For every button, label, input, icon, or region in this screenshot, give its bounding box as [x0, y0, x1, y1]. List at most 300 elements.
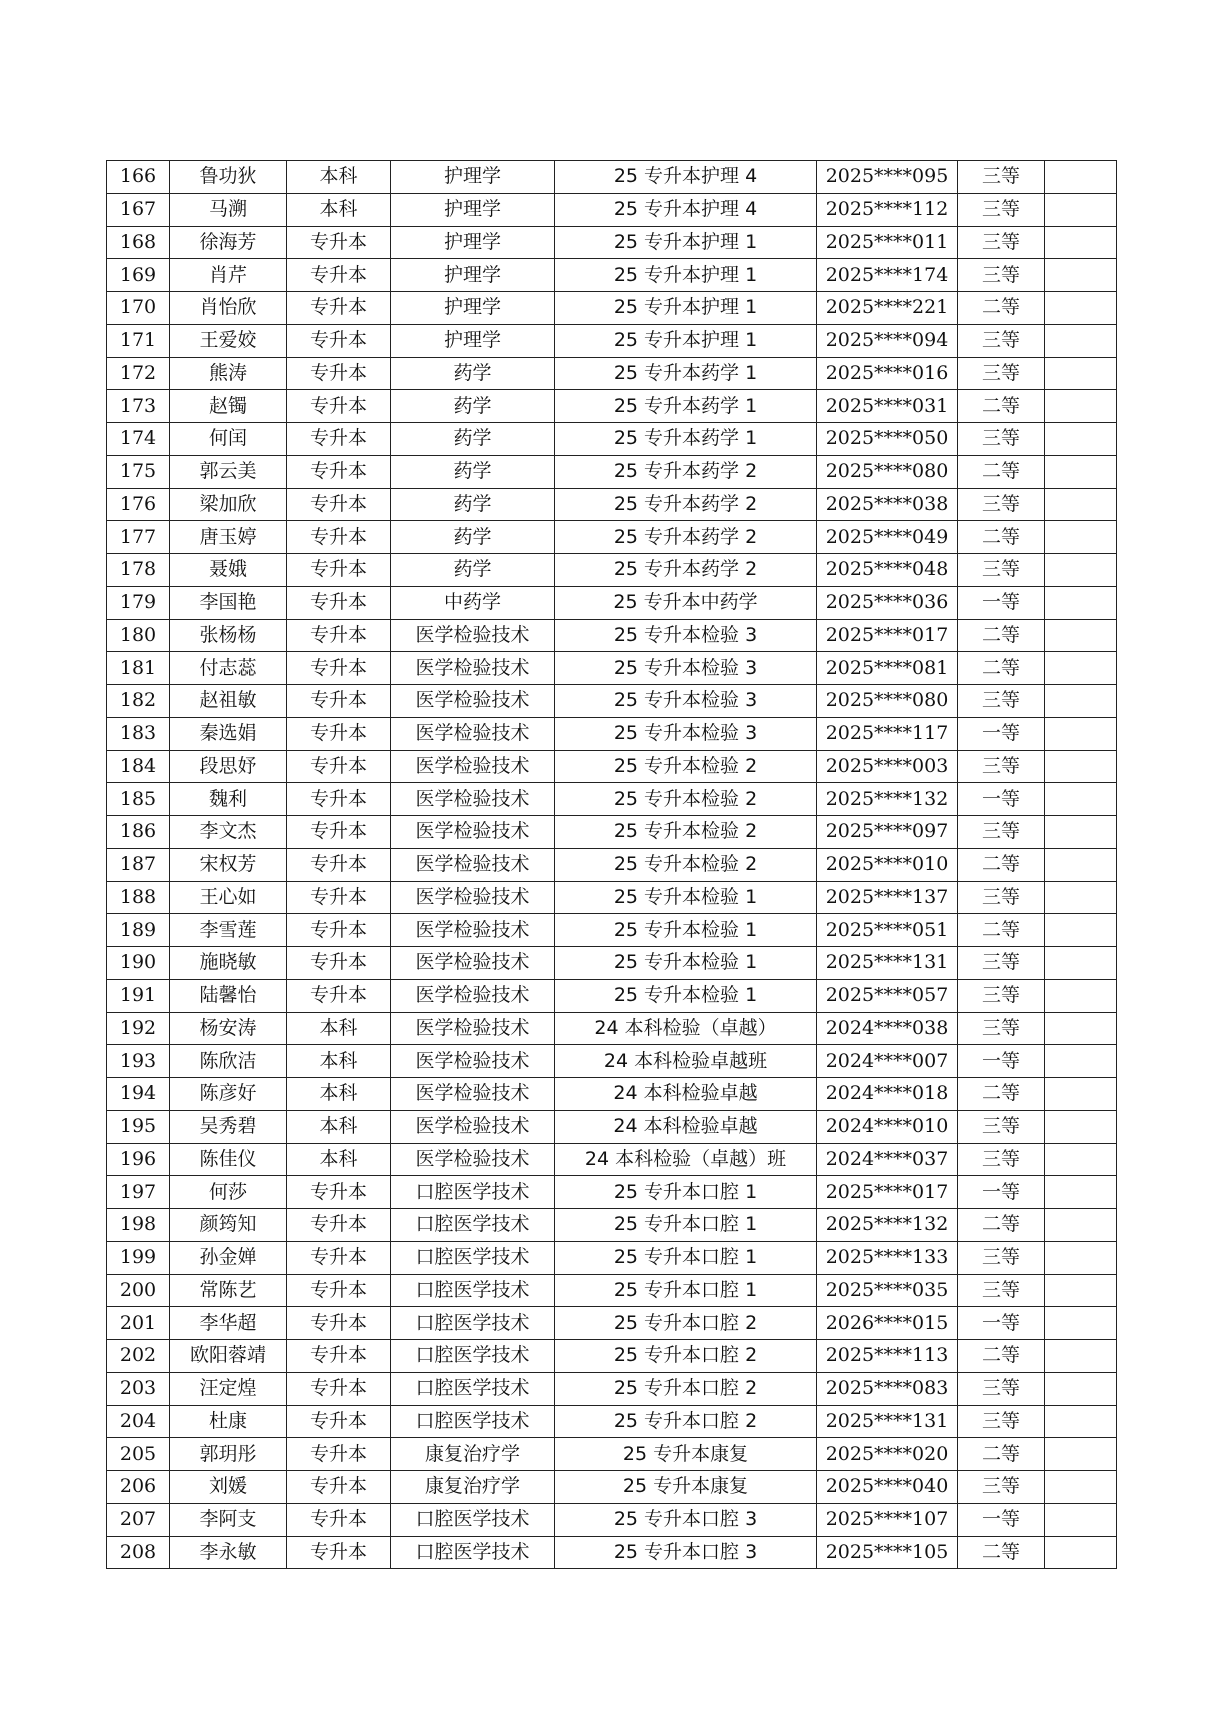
education-level-cell: 专升本: [287, 848, 391, 881]
table-row: [107, 1274, 1117, 1307]
class-name-cell: 25 专升本口腔 2: [555, 1340, 817, 1373]
remark-cell: [1045, 324, 1117, 357]
student-name-cell: 何闰: [170, 423, 287, 456]
remark-cell: [1045, 914, 1117, 947]
student-id-cell: 2025****137: [817, 881, 958, 914]
education-level-cell: 专升本: [287, 488, 391, 521]
class-name-cell: 25 专升本检验 2: [555, 783, 817, 816]
student-name-cell: 李华超: [170, 1307, 287, 1340]
class-name-cell: 25 专升本检验 2: [555, 816, 817, 849]
student-id-cell: 2025****113: [817, 1340, 958, 1373]
education-level-cell: 专升本: [287, 390, 391, 423]
student-name-cell: 陆馨怡: [170, 979, 287, 1012]
table-row: [107, 1012, 1117, 1045]
table-row: [107, 423, 1117, 456]
student-name-cell: 李雪莲: [170, 914, 287, 947]
remark-cell: [1045, 652, 1117, 685]
major-cell: 护理学: [391, 161, 555, 194]
table-row: [107, 292, 1117, 325]
major-cell: 医学检验技术: [391, 750, 555, 783]
student-id-cell: 2025****132: [817, 1209, 958, 1242]
major-cell: 药学: [391, 423, 555, 456]
class-name-cell: 25 专升本药学 2: [555, 455, 817, 488]
student-id-cell: 2025****131: [817, 947, 958, 980]
table-row: [107, 979, 1117, 1012]
education-level-cell: 专升本: [287, 521, 391, 554]
student-name-cell: 陈佳仪: [170, 1143, 287, 1176]
award-grade-cell: 二等: [958, 848, 1045, 881]
class-name-cell: 25 专升本口腔 1: [555, 1274, 817, 1307]
student-id-cell: 2025****050: [817, 423, 958, 456]
education-level-cell: 专升本: [287, 1372, 391, 1405]
row-number-cell: 207: [107, 1503, 170, 1536]
major-cell: 药学: [391, 357, 555, 390]
award-grade-cell: 三等: [958, 161, 1045, 194]
major-cell: 医学检验技术: [391, 1012, 555, 1045]
student-name-cell: 刘媛: [170, 1471, 287, 1504]
remark-cell: [1045, 1372, 1117, 1405]
row-number-cell: 181: [107, 652, 170, 685]
class-name-cell: 25 专升本检验 3: [555, 717, 817, 750]
award-grade-cell: 二等: [958, 914, 1045, 947]
student-id-cell: 2025****080: [817, 685, 958, 718]
award-grade-cell: 三等: [958, 1471, 1045, 1504]
class-name-cell: 24 本科检验卓越: [555, 1078, 817, 1111]
row-number-cell: 204: [107, 1405, 170, 1438]
education-level-cell: 专升本: [287, 1274, 391, 1307]
education-level-cell: 专升本: [287, 259, 391, 292]
remark-cell: [1045, 488, 1117, 521]
class-name-cell: 25 专升本检验 2: [555, 750, 817, 783]
major-cell: 医学检验技术: [391, 783, 555, 816]
row-number-cell: 208: [107, 1536, 170, 1569]
student-name-cell: 熊涛: [170, 357, 287, 390]
student-id-cell: 2025****051: [817, 914, 958, 947]
table-row: [107, 1241, 1117, 1274]
row-number-cell: 199: [107, 1241, 170, 1274]
row-number-cell: 179: [107, 586, 170, 619]
education-level-cell: 专升本: [287, 652, 391, 685]
row-number-cell: 190: [107, 947, 170, 980]
education-level-cell: 专升本: [287, 554, 391, 587]
education-level-cell: 专升本: [287, 881, 391, 914]
remark-cell: [1045, 1405, 1117, 1438]
table-row: [107, 259, 1117, 292]
class-name-cell: 25 专升本检验 1: [555, 914, 817, 947]
table-row: [107, 455, 1117, 488]
award-grade-cell: 三等: [958, 1372, 1045, 1405]
class-name-cell: 25 专升本药学 2: [555, 521, 817, 554]
row-number-cell: 205: [107, 1438, 170, 1471]
education-level-cell: 本科: [287, 1143, 391, 1176]
award-grade-cell: 三等: [958, 1241, 1045, 1274]
student-name-cell: 李阿支: [170, 1503, 287, 1536]
award-grade-cell: 二等: [958, 1078, 1045, 1111]
student-id-cell: 2025****221: [817, 292, 958, 325]
major-cell: 医学检验技术: [391, 685, 555, 718]
remark-cell: [1045, 357, 1117, 390]
class-name-cell: 25 专升本检验 1: [555, 947, 817, 980]
student-name-cell: 李永敏: [170, 1536, 287, 1569]
student-name-cell: 魏利: [170, 783, 287, 816]
remark-cell: [1045, 1209, 1117, 1242]
remark-cell: [1045, 1110, 1117, 1143]
row-number-cell: 203: [107, 1372, 170, 1405]
student-id-cell: 2025****097: [817, 816, 958, 849]
major-cell: 医学检验技术: [391, 1143, 555, 1176]
student-id-cell: 2024****007: [817, 1045, 958, 1078]
table-row: [107, 1307, 1117, 1340]
major-cell: 口腔医学技术: [391, 1340, 555, 1373]
remark-cell: [1045, 1045, 1117, 1078]
table-row: [107, 652, 1117, 685]
remark-cell: [1045, 1241, 1117, 1274]
student-name-cell: 王爱姣: [170, 324, 287, 357]
table-row: [107, 750, 1117, 783]
class-name-cell: 25 专升本口腔 2: [555, 1307, 817, 1340]
student-id-cell: 2025****081: [817, 652, 958, 685]
remark-cell: [1045, 1307, 1117, 1340]
education-level-cell: 专升本: [287, 685, 391, 718]
remark-cell: [1045, 1471, 1117, 1504]
education-level-cell: 专升本: [287, 292, 391, 325]
remark-cell: [1045, 586, 1117, 619]
student-name-cell: 徐海芳: [170, 226, 287, 259]
row-number-cell: 187: [107, 848, 170, 881]
award-grade-cell: 三等: [958, 1405, 1045, 1438]
class-name-cell: 24 本科检验卓越: [555, 1110, 817, 1143]
student-name-cell: 陈彦好: [170, 1078, 287, 1111]
student-name-cell: 颜筠知: [170, 1209, 287, 1242]
row-number-cell: 202: [107, 1340, 170, 1373]
remark-cell: [1045, 193, 1117, 226]
student-name-cell: 鲁功狄: [170, 161, 287, 194]
student-id-cell: 2025****049: [817, 521, 958, 554]
table-row: [107, 1438, 1117, 1471]
class-name-cell: 25 专升本检验 3: [555, 685, 817, 718]
award-grade-cell: 二等: [958, 455, 1045, 488]
education-level-cell: 专升本: [287, 914, 391, 947]
class-name-cell: 25 专升本口腔 1: [555, 1241, 817, 1274]
table-row: [107, 357, 1117, 390]
class-name-cell: 25 专升本药学 2: [555, 554, 817, 587]
education-level-cell: 本科: [287, 161, 391, 194]
row-number-cell: 192: [107, 1012, 170, 1045]
education-level-cell: 专升本: [287, 1209, 391, 1242]
student-name-cell: 汪定煌: [170, 1372, 287, 1405]
table-row: [107, 717, 1117, 750]
table-row: [107, 586, 1117, 619]
remark-cell: [1045, 750, 1117, 783]
class-name-cell: 25 专升本护理 1: [555, 226, 817, 259]
student-id-cell: 2025****040: [817, 1471, 958, 1504]
student-name-cell: 张杨杨: [170, 619, 287, 652]
award-grade-cell: 一等: [958, 783, 1045, 816]
major-cell: 口腔医学技术: [391, 1209, 555, 1242]
student-id-cell: 2025****112: [817, 193, 958, 226]
table-row: [107, 193, 1117, 226]
remark-cell: [1045, 685, 1117, 718]
table-row: [107, 1176, 1117, 1209]
row-number-cell: 197: [107, 1176, 170, 1209]
row-number-cell: 174: [107, 423, 170, 456]
award-grade-cell: 三等: [958, 423, 1045, 456]
remark-cell: [1045, 292, 1117, 325]
award-grade-cell: 二等: [958, 292, 1045, 325]
award-grade-cell: 三等: [958, 226, 1045, 259]
row-number-cell: 198: [107, 1209, 170, 1242]
class-name-cell: 25 专升本护理 1: [555, 292, 817, 325]
row-number-cell: 171: [107, 324, 170, 357]
student-id-cell: 2025****017: [817, 619, 958, 652]
award-grade-cell: 二等: [958, 1340, 1045, 1373]
student-name-cell: 杜康: [170, 1405, 287, 1438]
table-row: [107, 881, 1117, 914]
major-cell: 口腔医学技术: [391, 1536, 555, 1569]
award-grade-cell: 三等: [958, 816, 1045, 849]
row-number-cell: 201: [107, 1307, 170, 1340]
class-name-cell: 25 专升本药学 1: [555, 357, 817, 390]
remark-cell: [1045, 783, 1117, 816]
row-number-cell: 180: [107, 619, 170, 652]
education-level-cell: 专升本: [287, 226, 391, 259]
class-name-cell: 25 专升本口腔 1: [555, 1176, 817, 1209]
table-row: [107, 1503, 1117, 1536]
education-level-cell: 专升本: [287, 324, 391, 357]
remark-cell: [1045, 1274, 1117, 1307]
major-cell: 护理学: [391, 292, 555, 325]
major-cell: 药学: [391, 455, 555, 488]
student-id-cell: 2025****132: [817, 783, 958, 816]
class-name-cell: 24 本科检验（卓越）: [555, 1012, 817, 1045]
row-number-cell: 184: [107, 750, 170, 783]
table-row: [107, 816, 1117, 849]
major-cell: 医学检验技术: [391, 1078, 555, 1111]
major-cell: 口腔医学技术: [391, 1503, 555, 1536]
award-grade-cell: 三等: [958, 1110, 1045, 1143]
education-level-cell: 专升本: [287, 586, 391, 619]
row-number-cell: 194: [107, 1078, 170, 1111]
award-grade-cell: 二等: [958, 390, 1045, 423]
student-id-cell: 2025****035: [817, 1274, 958, 1307]
table-row: [107, 554, 1117, 587]
award-grade-cell: 三等: [958, 357, 1045, 390]
award-grade-cell: 三等: [958, 947, 1045, 980]
student-id-cell: 2024****037: [817, 1143, 958, 1176]
major-cell: 医学检验技术: [391, 1110, 555, 1143]
row-number-cell: 182: [107, 685, 170, 718]
table-row: [107, 1372, 1117, 1405]
education-level-cell: 专升本: [287, 947, 391, 980]
table-body: [107, 161, 1117, 1569]
student-name-cell: 段思妤: [170, 750, 287, 783]
row-number-cell: 177: [107, 521, 170, 554]
remark-cell: [1045, 619, 1117, 652]
student-id-cell: 2026****015: [817, 1307, 958, 1340]
student-name-cell: 秦选娟: [170, 717, 287, 750]
award-grade-cell: 一等: [958, 1176, 1045, 1209]
row-number-cell: 166: [107, 161, 170, 194]
education-level-cell: 专升本: [287, 1176, 391, 1209]
major-cell: 口腔医学技术: [391, 1274, 555, 1307]
education-level-cell: 专升本: [287, 979, 391, 1012]
education-level-cell: 专升本: [287, 1503, 391, 1536]
award-grade-cell: 三等: [958, 1012, 1045, 1045]
row-number-cell: 193: [107, 1045, 170, 1078]
table-row: [107, 848, 1117, 881]
remark-cell: [1045, 1438, 1117, 1471]
row-number-cell: 206: [107, 1471, 170, 1504]
major-cell: 护理学: [391, 226, 555, 259]
major-cell: 医学检验技术: [391, 619, 555, 652]
remark-cell: [1045, 390, 1117, 423]
student-id-cell: 2025****105: [817, 1536, 958, 1569]
education-level-cell: 本科: [287, 1078, 391, 1111]
class-name-cell: 25 专升本康复: [555, 1471, 817, 1504]
remark-cell: [1045, 1176, 1117, 1209]
class-name-cell: 25 专升本中药学: [555, 586, 817, 619]
class-name-cell: 25 专升本检验 2: [555, 848, 817, 881]
table-row: [107, 488, 1117, 521]
table-row: [107, 1045, 1117, 1078]
remark-cell: [1045, 226, 1117, 259]
student-name-cell: 付志蕊: [170, 652, 287, 685]
student-name-cell: 常陈艺: [170, 1274, 287, 1307]
major-cell: 护理学: [391, 259, 555, 292]
row-number-cell: 176: [107, 488, 170, 521]
table-row: [107, 1110, 1117, 1143]
major-cell: 药学: [391, 488, 555, 521]
student-id-cell: 2025****036: [817, 586, 958, 619]
education-level-cell: 专升本: [287, 455, 391, 488]
class-name-cell: 24 本科检验卓越班: [555, 1045, 817, 1078]
row-number-cell: 169: [107, 259, 170, 292]
table-row: [107, 1536, 1117, 1569]
award-grade-cell: 三等: [958, 554, 1045, 587]
student-id-cell: 2024****038: [817, 1012, 958, 1045]
award-grade-cell: 三等: [958, 259, 1045, 292]
student-id-cell: 2025****016: [817, 357, 958, 390]
student-name-cell: 聂娥: [170, 554, 287, 587]
award-grade-cell: 二等: [958, 1536, 1045, 1569]
table-row: [107, 1471, 1117, 1504]
table-row: [107, 1078, 1117, 1111]
award-grade-cell: 二等: [958, 652, 1045, 685]
award-grade-cell: 二等: [958, 1209, 1045, 1242]
major-cell: 药学: [391, 521, 555, 554]
student-name-cell: 施晓敏: [170, 947, 287, 980]
award-grade-cell: 一等: [958, 586, 1045, 619]
remark-cell: [1045, 717, 1117, 750]
student-name-cell: 何莎: [170, 1176, 287, 1209]
remark-cell: [1045, 554, 1117, 587]
award-grade-cell: 三等: [958, 750, 1045, 783]
table-row: [107, 1405, 1117, 1438]
major-cell: 医学检验技术: [391, 881, 555, 914]
award-grade-cell: 三等: [958, 979, 1045, 1012]
award-grade-cell: 三等: [958, 1143, 1045, 1176]
class-name-cell: 25 专升本口腔 3: [555, 1536, 817, 1569]
row-number-cell: 173: [107, 390, 170, 423]
remark-cell: [1045, 1536, 1117, 1569]
major-cell: 护理学: [391, 193, 555, 226]
table-row: [107, 1209, 1117, 1242]
student-name-cell: 王心如: [170, 881, 287, 914]
education-level-cell: 专升本: [287, 357, 391, 390]
class-name-cell: 25 专升本护理 1: [555, 324, 817, 357]
award-grade-cell: 三等: [958, 1274, 1045, 1307]
table-row: [107, 914, 1117, 947]
class-name-cell: 25 专升本护理 4: [555, 193, 817, 226]
student-id-cell: 2025****117: [817, 717, 958, 750]
row-number-cell: 186: [107, 816, 170, 849]
remark-cell: [1045, 1143, 1117, 1176]
remark-cell: [1045, 848, 1117, 881]
student-id-cell: 2025****010: [817, 848, 958, 881]
student-name-cell: 李文杰: [170, 816, 287, 849]
major-cell: 护理学: [391, 324, 555, 357]
row-number-cell: 167: [107, 193, 170, 226]
remark-cell: [1045, 423, 1117, 456]
major-cell: 康复治疗学: [391, 1438, 555, 1471]
student-name-cell: 宋权芳: [170, 848, 287, 881]
row-number-cell: 178: [107, 554, 170, 587]
class-name-cell: 25 专升本口腔 2: [555, 1372, 817, 1405]
student-name-cell: 李国艳: [170, 586, 287, 619]
student-name-cell: 吴秀碧: [170, 1110, 287, 1143]
major-cell: 口腔医学技术: [391, 1372, 555, 1405]
table-row: [107, 783, 1117, 816]
award-grade-cell: 一等: [958, 1045, 1045, 1078]
student-id-cell: 2024****010: [817, 1110, 958, 1143]
row-number-cell: 175: [107, 455, 170, 488]
remark-cell: [1045, 161, 1117, 194]
education-level-cell: 专升本: [287, 619, 391, 652]
row-number-cell: 191: [107, 979, 170, 1012]
student-name-cell: 郭云美: [170, 455, 287, 488]
award-grade-cell: 二等: [958, 619, 1045, 652]
student-id-cell: 2025****131: [817, 1405, 958, 1438]
student-name-cell: 陈欣洁: [170, 1045, 287, 1078]
remark-cell: [1045, 947, 1117, 980]
row-number-cell: 168: [107, 226, 170, 259]
remark-cell: [1045, 979, 1117, 1012]
student-name-cell: 赵祖敏: [170, 685, 287, 718]
class-name-cell: 25 专升本药学 1: [555, 390, 817, 423]
major-cell: 药学: [391, 390, 555, 423]
award-grade-cell: 三等: [958, 881, 1045, 914]
row-number-cell: 195: [107, 1110, 170, 1143]
student-name-cell: 杨安涛: [170, 1012, 287, 1045]
row-number-cell: 189: [107, 914, 170, 947]
major-cell: 中药学: [391, 586, 555, 619]
education-level-cell: 本科: [287, 193, 391, 226]
row-number-cell: 183: [107, 717, 170, 750]
major-cell: 医学检验技术: [391, 652, 555, 685]
major-cell: 医学检验技术: [391, 914, 555, 947]
student-id-cell: 2025****038: [817, 488, 958, 521]
remark-cell: [1045, 455, 1117, 488]
education-level-cell: 专升本: [287, 1241, 391, 1274]
class-name-cell: 25 专升本检验 1: [555, 979, 817, 1012]
table-row: [107, 390, 1117, 423]
education-level-cell: 专升本: [287, 1307, 391, 1340]
class-name-cell: 24 本科检验（卓越）班: [555, 1143, 817, 1176]
student-id-cell: 2025****011: [817, 226, 958, 259]
row-number-cell: 200: [107, 1274, 170, 1307]
row-number-cell: 185: [107, 783, 170, 816]
student-id-cell: 2025****031: [817, 390, 958, 423]
